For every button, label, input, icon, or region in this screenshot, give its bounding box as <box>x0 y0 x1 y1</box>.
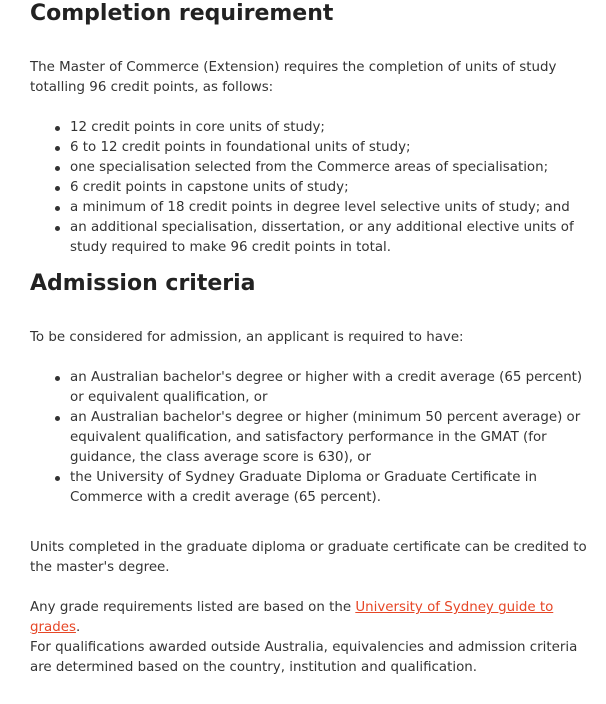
list-item: a minimum of 18 credit points in degree level selective units of study; and <box>30 198 590 218</box>
grade-note-suffix: . <box>75 620 81 635</box>
list-item: the University of Sydney Graduate Diploma or Graduate Certificate in Commerce with a credit average (65 percent). <box>30 468 590 508</box>
list-item: 6 credit points in capstone units of study; <box>30 178 590 198</box>
units-credit-note: Units completed in the graduate diploma or graduate certificate can be credited to the master's degree. <box>30 540 587 575</box>
admission-heading: Admission criteria <box>30 271 256 296</box>
admission-list <box>30 368 590 508</box>
list-item: an Australian bachelor's degree or higher (minimum 50 percent average) or equivalent qualification, and satisfactory performance in the GMAT (for guidance, the class average score is 630), or <box>30 408 590 468</box>
grade-note-prefix: Any grade requirements listed are based on the <box>30 600 356 615</box>
list-item: an Australian bachelor's degree or higher with a credit average (65 percent) or equivalent qualification, or <box>30 368 590 408</box>
completion-intro: The Master of Commerce (Extension) requires the completion of units of study totalling 96 credit points, as follows: <box>30 60 557 95</box>
list-item: an additional specialisation, dissertation, or any additional elective units of study required to make 96 credit points in total. <box>30 218 590 258</box>
list-item: one specialisation selected from the Commerce areas of specialisation; <box>30 158 590 178</box>
grade-requirements-note <box>30 598 590 638</box>
completion-list <box>30 118 590 258</box>
list-item: 12 credit points in core units of study; <box>30 118 590 138</box>
guide-to-grades-link[interactable]: University of Sydney guide to grades <box>30 600 554 635</box>
admission-intro: To be considered for admission, an applicant is required to have: <box>30 330 464 345</box>
list-item: 6 to 12 credit points in foundational units of study; <box>30 138 590 158</box>
completion-heading: Completion requirement <box>30 1 334 26</box>
overseas-qualifications-note: For qualifications awarded outside Australia, equivalencies and admission criteria are determined based on the country, institution and qualification. <box>30 640 578 675</box>
